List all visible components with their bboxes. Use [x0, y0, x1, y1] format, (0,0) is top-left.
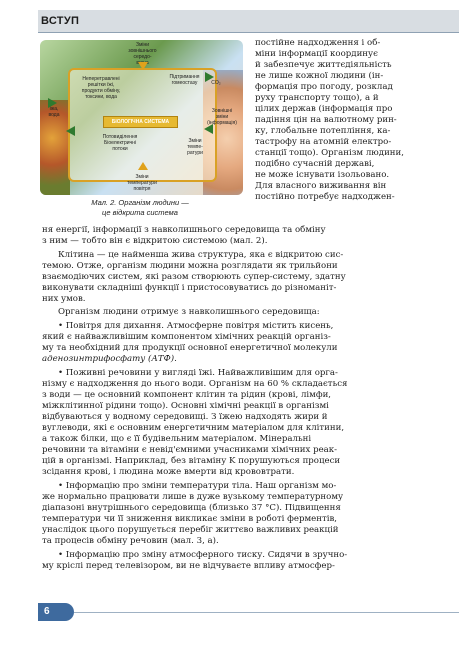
page-number: 6 [44, 606, 50, 617]
text-line: міни інформації координує [255, 49, 378, 59]
text-line: речовини та вітаміни є невід'ємними учасниками хімічних реак- [42, 445, 338, 455]
text-line: ку, глобальне потепління, ка- [255, 126, 391, 136]
text-line: цілих держав (інформація про [255, 104, 393, 114]
node-food: Їжа, вода [48, 106, 60, 118]
text-line: й забезпечує життєдіяльність [255, 60, 392, 70]
text-line: • Інформацію про зміну атмосферного тиску. Сидячи в зручно- [58, 550, 348, 560]
text-line: з води — це основний компонент клітин та рідин (крові, лімфи, [42, 390, 332, 400]
text-line: не може існувати ізольовано. [255, 170, 390, 180]
text-line: діапазоні внутрішнього середовища (близько 37 °C). Підвищення [42, 503, 341, 513]
text-line: темою. Отже, організм людини можна розглядати як трильйони [42, 261, 338, 271]
text-line: Для власного виживання він [255, 181, 387, 191]
text-line: взаємодіючих систем, які разом створюють супер-систему, здатну [42, 272, 346, 282]
text-line: міжклітинної рідини тощо). Основні хімічні реакції в організмі [42, 401, 329, 411]
text-line: унаслідок цього порушується перебіг життєво важливих реакцій [42, 525, 339, 535]
text-line: не лише кожної людини (ін- [255, 71, 384, 81]
biological-system-label: БІОЛОГІЧНА СИСТЕМА [103, 116, 178, 128]
text-line: температури чи її зниження викликає зміни в роботі ферментів, [42, 514, 338, 524]
text-line: формація про погоду, розклад [255, 82, 393, 92]
text-line: • Поживні речовини у вигляді їжі. Найважливішим для орга- [58, 368, 338, 378]
node-air-temp: Зміни температури повітря [127, 174, 157, 192]
node-info: Зовнішні зміни (інформація) [207, 108, 237, 126]
text-line: та процесів обміну речовин (мал. 3, а). [42, 536, 219, 546]
text-line: ня енергії, інформації з навколишнього середовища та обміну [42, 225, 326, 235]
arrow-out-waste-icon [66, 126, 75, 136]
node-top: Зміни зовнішнього середо- вища [128, 42, 157, 66]
text-line: відбуваються у водному середовищі. З їжею надходять жири й [42, 412, 328, 422]
text-line: них умов. [42, 294, 86, 304]
node-heat: Зміни темпе- ратури [187, 138, 203, 156]
text-line: тастрофу на атомній електро- [255, 137, 392, 147]
footer-divider [74, 612, 459, 613]
node-co2: CO₂ [211, 80, 221, 86]
text-line: цій в організмі. Наприклад, без вітаміну K порушуються процеси [42, 456, 341, 466]
text-line: Клітина — це найменша жива структура, яка є відкритою сис- [58, 250, 344, 260]
text-line: нізму є надходження до нього води. Організм на 60 % складається [42, 379, 348, 389]
header-divider [38, 32, 459, 33]
text-line: же нормально працювати лише в дуже вузькому температурному [42, 492, 344, 502]
node-waste: Неперетравлені решітки їжі, продукти обміну, токсини, вода [81, 76, 121, 100]
text-line: з ним — тобто він є відкритою системою (мал. 2). [42, 236, 268, 246]
text-line: аденозинтрифосфату (АТФ). [42, 354, 177, 364]
section-title: ВСТУП [41, 15, 80, 27]
text-line: який є найважливішим компонентом хімічних реакцій організ- [42, 332, 331, 342]
arrow-in-bottom-icon [138, 162, 148, 170]
text-line: • Повітря для дихання. Атмосферне повітря містить кисень, [58, 321, 334, 331]
node-homeostasis: Підтримання гомеостазу [169, 74, 200, 86]
text-line: руху транспорту тощо), а й [255, 93, 379, 103]
header-bar [38, 10, 459, 32]
text-line: виконувати складніші функції і пристосовуватись до різноманіт- [42, 283, 337, 293]
text-line: станції тощо). Організм людини, [255, 148, 404, 158]
figure-open-system [40, 40, 243, 195]
text-line: а також білки, що є її будівельним матеріалом. Мінеральні [42, 434, 312, 444]
text-line: Організм людини отримує з навколишнього середовища: [58, 307, 320, 317]
text-line: падіння цін на валютному рин- [255, 115, 397, 125]
text-line: му кріслі перед телевізором, ви не відчуваєте впливу атмосфер- [42, 561, 335, 571]
text-line: постійне надходження і об- [255, 38, 381, 48]
arrow-in-top-icon [138, 62, 148, 70]
text-line: • Інформацію про зміни температури тіла. Наш організм мо- [58, 481, 337, 491]
text-line: постійно потребує надходжен- [255, 192, 395, 202]
text-line: му та необхідний для продукції основної енергетичної молекули [42, 343, 338, 353]
arrow-in-info-icon [204, 124, 213, 134]
text-line: вуглеводи, які є основним енергетичним матеріалом для клітини, [42, 423, 345, 433]
text-line: зсідання крові, і людина може вмерти від крововтрати. [42, 467, 295, 477]
arrow-in-food-icon [48, 98, 57, 108]
text-line: подібно сучасній державі, [255, 159, 375, 169]
arrow-out-co2-icon [205, 72, 214, 82]
figure-caption: Мал. 2. Організм людини — це відкрита система [91, 198, 189, 217]
node-sweat: Потовиділення Біоелектричні потоки [102, 134, 138, 152]
